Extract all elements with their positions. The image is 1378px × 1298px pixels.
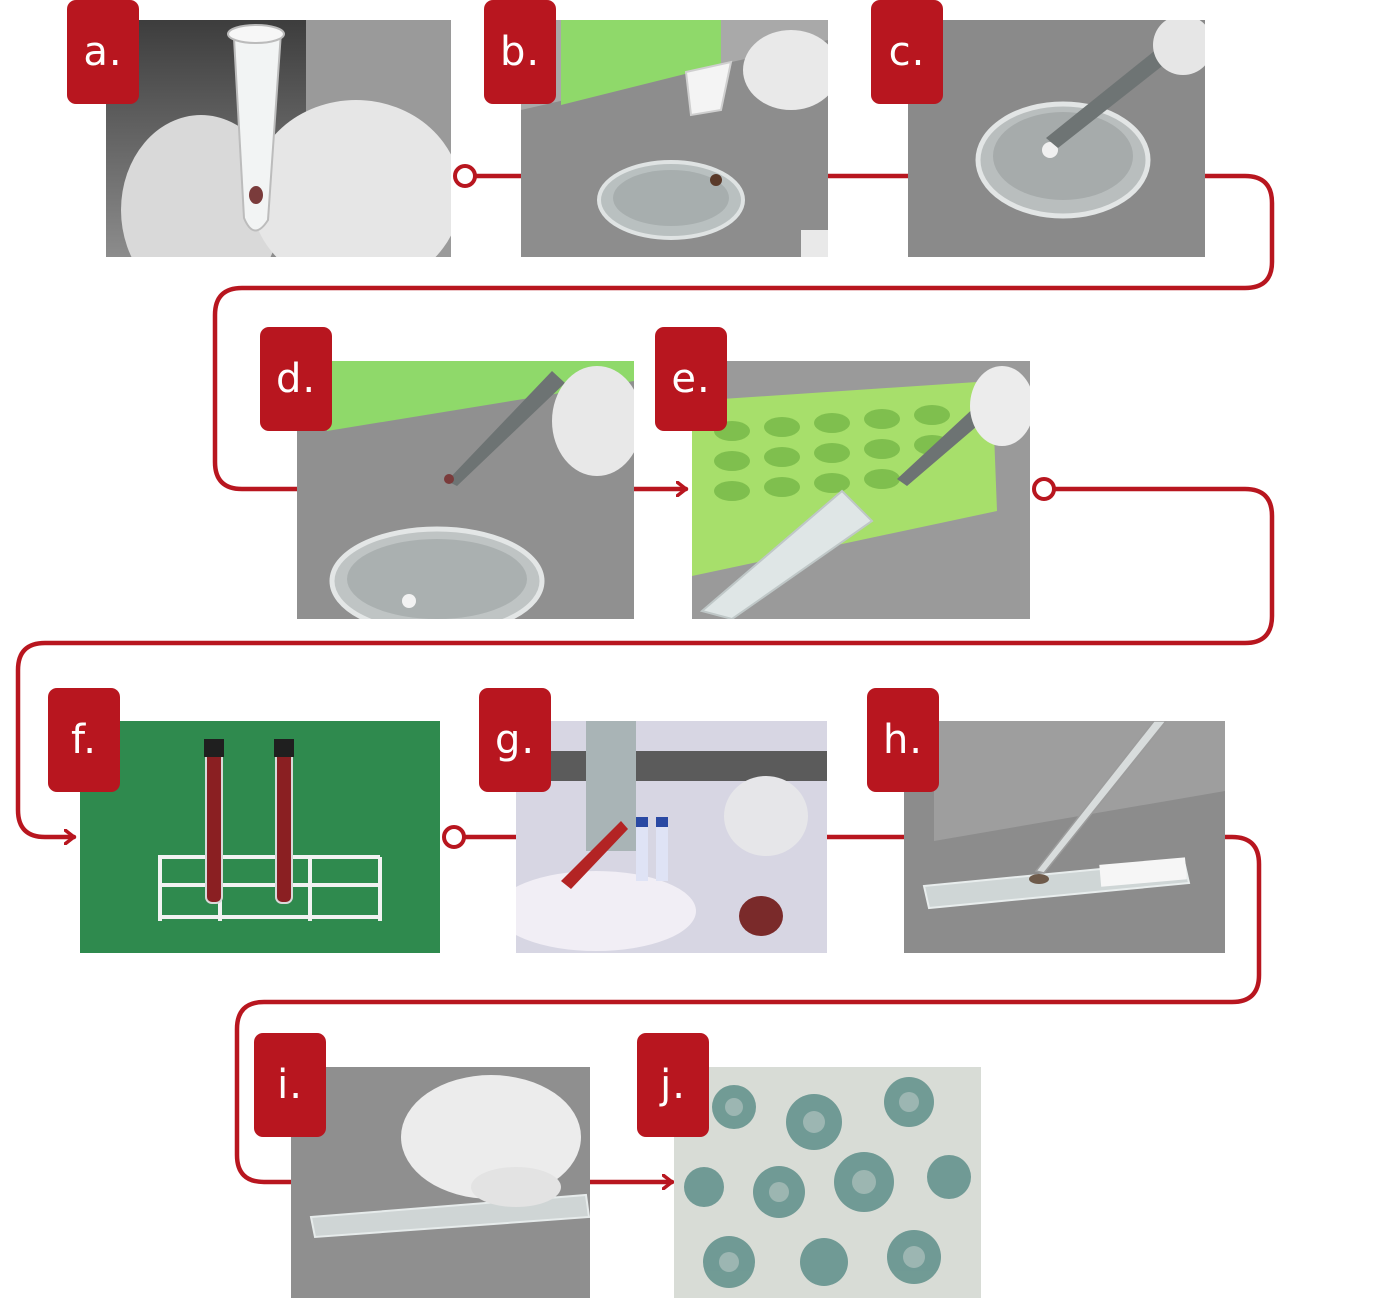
step-label-c: c. [871, 0, 943, 104]
connector-node-f [444, 827, 464, 847]
photo-h [904, 721, 1225, 953]
step-label-f: f. [48, 688, 120, 792]
step-label-b: b. [484, 0, 556, 104]
step-label-g: g. [479, 688, 551, 792]
step-label-e: e. [655, 327, 727, 431]
photo-e [692, 361, 1030, 619]
connector-node-a [455, 166, 475, 186]
photo-j [674, 1067, 981, 1298]
step-label-d: d. [260, 327, 332, 431]
step-label-j: j. [637, 1033, 709, 1137]
photo-a [106, 20, 451, 257]
step-label-i: i. [254, 1033, 326, 1137]
connector-node-e [1034, 479, 1054, 499]
step-label-h: h. [867, 688, 939, 792]
step-label-a: a. [67, 0, 139, 104]
photo-c [908, 20, 1205, 257]
photo-i [291, 1067, 590, 1298]
photo-f [80, 721, 440, 953]
photo-d [297, 361, 634, 619]
photo-g [516, 721, 827, 953]
photo-b [521, 20, 828, 257]
